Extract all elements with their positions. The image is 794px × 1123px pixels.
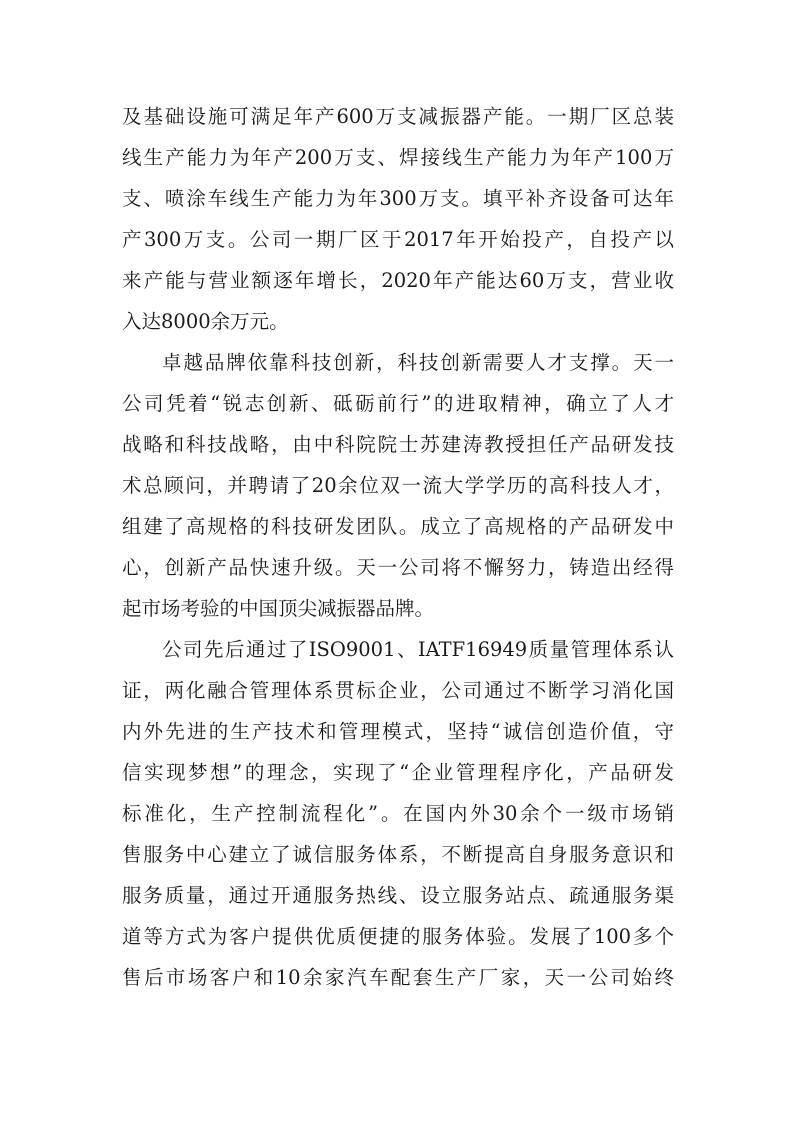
text-line: 服务质量，通过开通服务热线、设立服务站点、疏通服务渠	[122, 884, 674, 907]
text-line: 支、喷涂车线生产能力为年300万支。填平补齐设备可达年	[122, 187, 674, 210]
text-line: 起市场考验的中国顶尖减振器品牌。	[122, 597, 435, 620]
text-line: 道等方式为客户提供优质便捷的服务体验。发展了100多个	[122, 925, 674, 948]
text-line: 售服务中心建立了诚信服务体系，不断提高自身服务意识和	[122, 843, 674, 866]
text-line: 及基础设施可满足年产600万支减振器产能。一期厂区总装	[122, 105, 674, 128]
text-line: 术总顾问，并聘请了20余位双一流大学学历的高科技人才，	[122, 474, 674, 497]
paragraph-start: 公司先后通过了ISO9001、IATF16949质量管理体系认	[162, 638, 674, 661]
text-line: 内外先进的生产技术和管理模式，坚持“诚信创造价值，守	[122, 720, 674, 743]
text-line: 产300万支。公司一期厂区于2017年开始投产，自投产以	[122, 228, 674, 251]
text-line: 入达8000余万元。	[122, 310, 289, 333]
text-line: 组建了高规格的科技研发团队。成立了高规格的产品研发中	[122, 515, 674, 538]
text-line: 线生产能力为年产200万支、焊接线生产能力为年产100万	[122, 146, 674, 169]
text-line: 标准化，生产控制流程化”。在国内外30余个一级市场销	[122, 802, 674, 825]
text-line: 战略和科技战略，由中科院院士苏建涛教授担任产品研发技	[122, 433, 674, 456]
body-text	[122, 96, 674, 998]
text-line: 信实现梦想”的理念，实现了“企业管理程序化，产品研发	[122, 761, 674, 784]
text-line: 来产能与营业额逐年增长，2020年产能达60万支，营业收	[122, 269, 674, 292]
text-line: 售后市场客户和10余家汽车配套生产厂家，天一公司始终	[122, 966, 674, 989]
text-line: 证，两化融合管理体系贯标企业，公司通过不断学习消化国	[122, 679, 674, 702]
text-line: 公司凭着“锐志创新、砥砺前行”的进取精神，确立了人才	[122, 392, 674, 415]
text-line: 心，创新产品快速升级。天一公司将不懈努力，铸造出经得	[122, 556, 674, 579]
paragraph-start: 卓越品牌依靠科技创新，科技创新需要人才支撑。天一	[162, 351, 674, 374]
